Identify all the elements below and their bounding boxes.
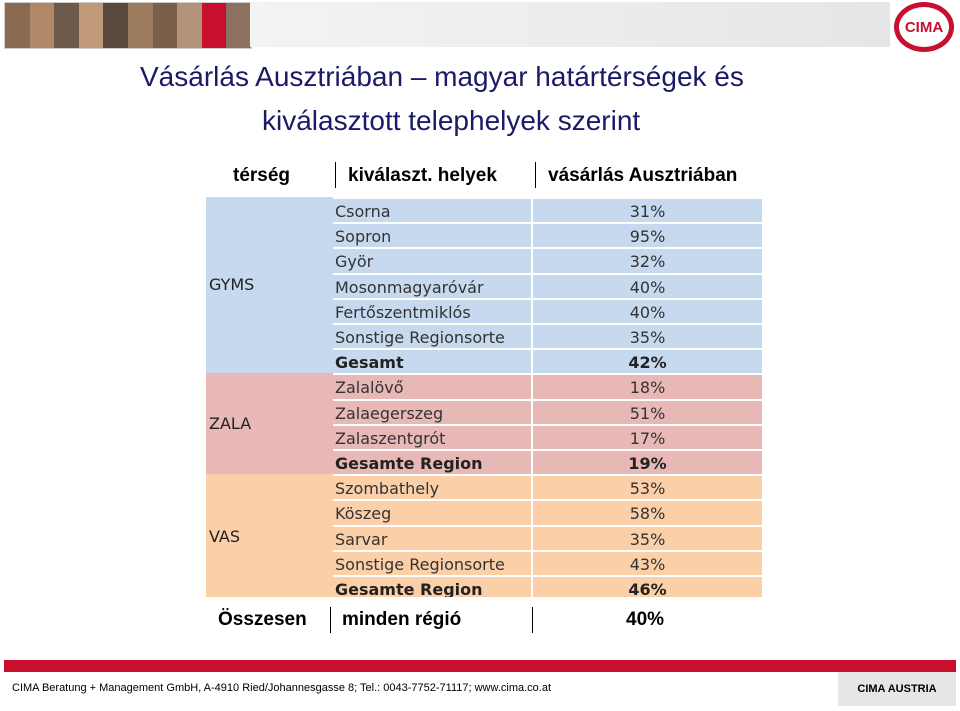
- share-cell: 17%: [629, 428, 666, 448]
- header-band: [250, 2, 890, 47]
- share-cell: 35%: [629, 328, 666, 347]
- table-row: [333, 222, 762, 247]
- footer-brand: CIMA AUSTRIA: [838, 672, 956, 706]
- column-header-location: kiválaszt. helyek: [348, 165, 497, 186]
- region-block: [206, 197, 762, 374]
- photo-tile: [103, 3, 128, 48]
- location-cell: Gesamte Region: [335, 453, 483, 473]
- table-row: [333, 298, 762, 323]
- location-cell: Szombathely: [335, 479, 440, 499]
- table-row: [333, 348, 762, 373]
- share-cell: 42%: [628, 353, 667, 373]
- cima-logo: [894, 2, 954, 52]
- share-cell: 58%: [629, 504, 666, 524]
- summary-separator: [330, 607, 331, 633]
- summary-label: Összesen: [218, 609, 307, 630]
- photo-tile: [54, 3, 79, 48]
- location-cell: Fertőszentmiklós: [335, 302, 471, 322]
- share-cell: 40%: [629, 302, 666, 322]
- share-cell: 40%: [629, 277, 666, 297]
- photo-tile: [202, 3, 227, 48]
- region-name: VAS: [209, 527, 241, 547]
- location-cell: Sopron: [335, 227, 392, 247]
- table-row: [333, 474, 762, 499]
- table-row: [333, 373, 762, 398]
- summary-value: 40%: [626, 609, 665, 630]
- shopping-table: [206, 197, 762, 597]
- photo-tile: [177, 3, 202, 48]
- region-block: [206, 373, 762, 475]
- region-block: [206, 474, 762, 597]
- photo-tile: [5, 3, 30, 48]
- summary-separator: [532, 607, 533, 633]
- region-name: GYMS: [209, 275, 255, 295]
- location-cell: Mosonmagyaróvár: [335, 277, 484, 297]
- photo-tile: [153, 3, 178, 48]
- table-row: [333, 273, 762, 298]
- location-cell: Sonstige Regionsorte: [335, 328, 505, 347]
- column-header-separator: [335, 162, 336, 188]
- location-cell: Györ: [335, 252, 374, 272]
- footer-divider: [4, 660, 956, 672]
- table-row: [333, 525, 762, 550]
- location-cell: Sonstige Regionsorte: [335, 554, 505, 574]
- location-cell: Zalaszentgrót: [335, 428, 446, 448]
- share-cell: 43%: [629, 554, 666, 574]
- location-cell: Zalalövő: [335, 378, 404, 398]
- table-row: [333, 399, 762, 424]
- table-row: [333, 449, 762, 474]
- photo-tile: [79, 3, 104, 48]
- table-row: [333, 550, 762, 575]
- title-line-2: kiválasztott telephelyek szerint: [262, 105, 641, 136]
- column-header-share: vásárlás Ausztriában: [548, 165, 738, 186]
- table-row: [333, 197, 762, 222]
- share-cell: 19%: [628, 453, 667, 473]
- share-cell: 46%: [628, 579, 667, 597]
- location-cell: Gesamt: [335, 353, 404, 373]
- table-row: [333, 575, 762, 597]
- footer-contact: CIMA Beratung + Management GmbH, A-4910 Ried/Johannesgasse 8; Tel.: 0043-7752-71117; www.cima.co.at: [12, 682, 552, 694]
- location-cell: Csorna: [335, 202, 391, 221]
- photo-tile: [128, 3, 153, 48]
- share-cell: 53%: [629, 479, 666, 499]
- location-cell: Köszeg: [335, 504, 392, 524]
- title-line-1: Vásárlás Ausztriában – magyar határtérségek és: [140, 61, 744, 92]
- share-cell: 51%: [629, 403, 666, 423]
- summary-scope: minden régió: [342, 609, 462, 630]
- table-row: [333, 424, 762, 449]
- photo-tile: [30, 3, 55, 48]
- photo-tile: [226, 3, 251, 48]
- table-row: [333, 323, 762, 348]
- region-name: ZALA: [209, 413, 252, 433]
- share-cell: 35%: [629, 529, 666, 549]
- column-header-region: térség: [233, 165, 291, 186]
- share-cell: 31%: [629, 202, 666, 221]
- table-row: [333, 499, 762, 524]
- location-cell: Gesamte Region: [335, 579, 483, 597]
- cima-logo-text: CIMA: [899, 7, 949, 47]
- column-header-separator: [535, 162, 536, 188]
- share-cell: 32%: [629, 252, 666, 272]
- header-photo-strip: [4, 2, 252, 49]
- share-cell: 95%: [629, 227, 666, 247]
- location-cell: Zalaegerszeg: [335, 403, 444, 423]
- share-cell: 18%: [629, 378, 666, 398]
- location-cell: Sarvar: [335, 529, 388, 549]
- table-row: [333, 247, 762, 272]
